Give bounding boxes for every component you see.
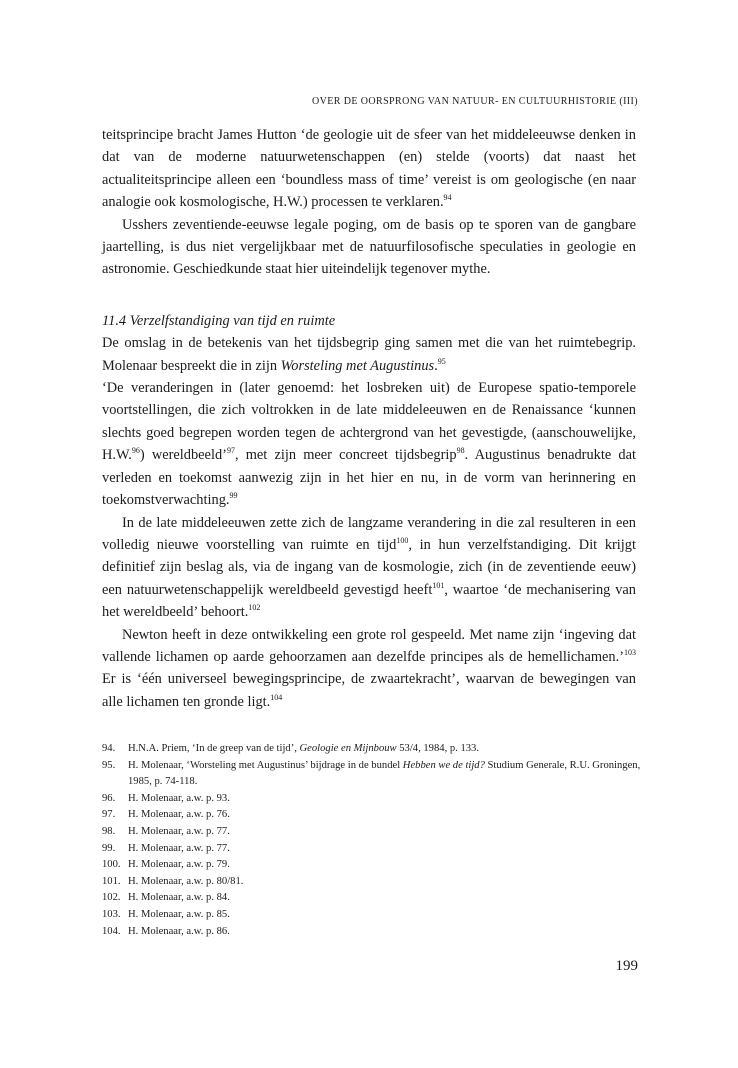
page-number: 199 — [615, 958, 638, 974]
body-text — [102, 124, 636, 713]
book-title: Worsteling met Augustinus — [280, 357, 435, 374]
footnote-ref-97[interactable]: 97 — [226, 446, 235, 456]
footnote-ref-100[interactable]: 100 — [396, 535, 409, 545]
section-heading: 11.4 Verzelfstandiging van tijd en ruimte — [102, 312, 336, 329]
footnote-ref-96[interactable]: 96 — [131, 446, 140, 456]
footnote-ref-94[interactable]: 94 — [443, 193, 452, 203]
footnote: 94. H.N.A. Priem, ‘In de greep van de tijd’, Geologie en Mijnbouw 53/4, 1984, p. 133. — [102, 743, 480, 754]
footnote: 103. H. Molenaar, a.w. p. 85. — [102, 908, 230, 920]
paragraph-2: Usshers zeventiende-eeuwse legale poging, om de basis op te sporen van de gangbare jaartelling, is dus niet vergelijkbaar met de natuurfilosofische speculaties in geologie en astronomie. Geschiedkunde staat hier uiteindelijk tegenover mythe. — [102, 216, 636, 278]
footnote: 98. H. Molenaar, a.w. p. 77. — [102, 825, 230, 837]
footnote: 96. H. Molenaar, a.w. p. 93. — [102, 792, 230, 804]
paragraph-4: ‘De veranderingen in (later genoemd: het losbreken uit) de Europese spatio-temporele voortstellingen, die zich voltrokken in de late middeleeuwen en de Renaissance ‘kunnen slechts goed begrepen worden tegen de achtergrond van het gevestigde, (aanschouwelijke, H.W.$^{96}$) wereldbeeld’$^{97}$, met zijn meer concreet tijdsbegrip$^{98}$. Augustinus benadrukte dat verleden en toekomst aanwezig zijn in het hier en nu, in de vorm van herinnering en toekomstverwachting.$^{99}$ — [102, 380, 637, 509]
footnote: 99. H. Molenaar, a.w. p. 77. — [102, 842, 230, 854]
footnote: 95. H. Molenaar, ‘Worsteling met Augustinus’ bijdrage in de bundel Hebben we de tijd? Studium Generale, R.U. Groningen, 1985, p. 74-118. — [102, 759, 641, 788]
paragraph-5: In de late middeleeuwen zette zich de langzame verandering in die zal resulteren in een volledig nieuwe voorstelling van ruimte en tijd$^{100}$, in hun verzelfstandiging. Dit krijgt definitief zijn beslag als, via de ingang van de kosmologie, zich (in de zeventiende eeuw) een natuurwetenschappelijk wereldbeeld gevestigd heeft$^{101}$, waartoe ‘de mechanisering van het wereldbeeld’ behoort.$^{102}$ — [102, 514, 636, 621]
paragraph-1: teitsprincipe bracht James Hutton ‘de geologie uit de sfeer van het middeleeuwse denken in dat van de moderne natuurwetenschappen (en) stelde (voorts) dat naast het actualiteitsprincipe alleen een ‘boundless mass of time’ vereist is om geologische (en naar analogie ook kosmologische, H.W.) processen te verklaren.$^{94}$ — [102, 127, 636, 211]
footnote: 97. H. Molenaar, a.w. p. 76. — [102, 809, 230, 821]
footnote: 100. H. Molenaar, a.w. p. 79. — [102, 859, 230, 871]
footnote-ref-99[interactable]: 99 — [229, 491, 238, 501]
running-head: OVER DE OORSPRONG VAN NATUUR- EN CULTUURHISTORIE (III) — [312, 96, 638, 107]
footnote-ref-103[interactable]: 103 — [624, 647, 636, 657]
paragraph-6: Newton heeft in deze ontwikkeling een grote rol gespeeld. Met name zijn ‘ingeving dat vallende lichamen op aarde gehoorzamen aan dezelfde principes als de hemellichamen.’$^{103}$ Er is ‘één universeel bewegingsprincipe, de zwaartekracht’, waarvan de bewegingen van alle lichamen ten gronde ligt.$^{104}$ — [102, 626, 636, 710]
footnote-ref-101[interactable]: 101 — [432, 580, 445, 590]
footnote-ref-102[interactable]: 102 — [248, 603, 261, 613]
footnote: 101. H. Molenaar, a.w. p. 80/81. — [102, 875, 244, 887]
footnote: 104. H. Molenaar, a.w. p. 86. — [102, 925, 230, 937]
footnotes — [102, 741, 642, 940]
footnote-ref-104[interactable]: 104 — [270, 692, 283, 702]
footnote-ref-95[interactable]: 95 — [437, 356, 446, 366]
paragraph-3: De omslag in de betekenis van het tijdsbegrip ging samen met die van het ruimtebegrip. Molenaar bespreekt die in zijn Worsteling met Augustinus.$^{95}$ — [102, 335, 636, 374]
footnote: 102. H. Molenaar, a.w. p. 84. — [102, 892, 230, 904]
footnote-ref-98[interactable]: 98 — [456, 446, 465, 456]
